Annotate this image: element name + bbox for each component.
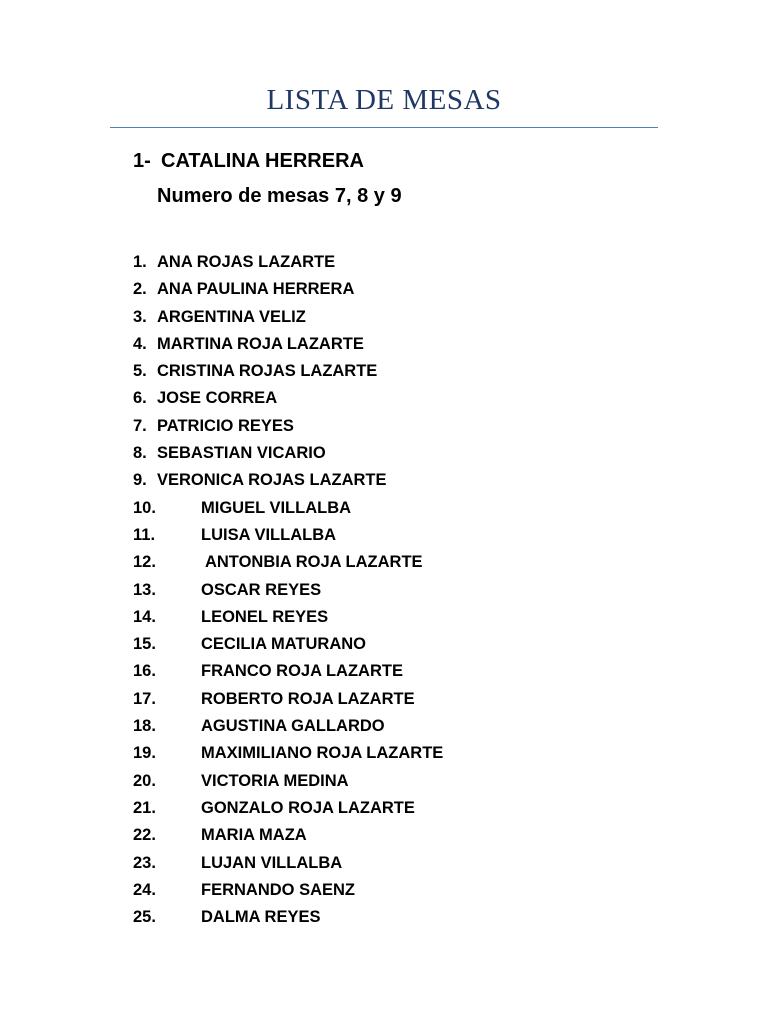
list-item-number: 24. (133, 880, 156, 899)
list-item-number: 6. (133, 389, 147, 408)
list-item (133, 277, 443, 304)
list-item-number: 1. (133, 253, 147, 271)
list-item-name: SEBASTIAN VICARIO (157, 444, 326, 463)
list-item (133, 687, 443, 714)
list-item (133, 769, 443, 796)
name-list (133, 250, 443, 932)
list-item (133, 578, 443, 605)
list-item (133, 741, 443, 768)
list-item-number: 10. (133, 498, 156, 517)
list-item-name: CECILIA MATURANO (201, 635, 366, 654)
list-item-number: 19. (133, 744, 156, 763)
list-item-name: LEONEL REYES (201, 607, 329, 626)
section-name: CATALINA HERRERA (161, 150, 364, 172)
list-item (133, 905, 443, 932)
list-item (133, 714, 443, 741)
list-item-name: ANTONBIA ROJA LAZARTE (201, 553, 423, 572)
list-item-name: ROBERTO ROJA LAZARTE (201, 689, 415, 708)
list-item (133, 823, 443, 850)
list-item-name: MARIA MAZA (201, 826, 307, 845)
title-divider (110, 127, 658, 128)
list-item-number: 11. (133, 525, 156, 544)
list-item-number: 16. (133, 662, 156, 681)
list-item-name: FERNANDO SAENZ (201, 880, 356, 899)
list-item-number: 7. (133, 416, 147, 435)
list-item-name: CRISTINA ROJAS LAZARTE (157, 362, 378, 381)
list-item-name: MAXIMILIANO ROJA LAZARTE (201, 744, 444, 763)
list-item-name: OSCAR REYES (201, 580, 322, 599)
list-item-name: MIGUEL VILLALBA (201, 498, 352, 517)
list-item (133, 359, 443, 386)
list-item-name: DALMA REYES (201, 908, 321, 927)
list-item-number: 15. (133, 635, 156, 654)
list-item-name: GONZALO ROJA LAZARTE (201, 798, 415, 817)
list-item-name: ANA ROJAS LAZARTE (157, 253, 336, 271)
list-item (133, 386, 443, 413)
list-item-number: 2. (133, 280, 147, 299)
list-item (133, 414, 443, 441)
list-item-number: 9. (133, 471, 147, 490)
list-item-name: VERONICA ROJAS LAZARTE (157, 471, 387, 490)
list-item-name: VICTORIA MEDINA (201, 771, 349, 790)
list-item-number: 18. (133, 717, 156, 736)
list-item-number: 3. (133, 307, 147, 326)
list-item (133, 332, 443, 359)
list-item-number: 14. (133, 607, 156, 626)
list-item-name: AGUSTINA GALLARDO (201, 717, 385, 736)
list-item-name: LUJAN VILLALBA (201, 853, 343, 872)
list-item-number: 20. (133, 771, 156, 790)
section-subheading: Numero de mesas 7, 8 y 9 (157, 185, 402, 207)
list-item (133, 468, 443, 495)
page-title: LISTA DE MESAS (266, 84, 502, 116)
list-item-name: JOSE CORREA (157, 389, 278, 408)
section-heading (133, 150, 364, 173)
list-item-number: 22. (133, 826, 156, 845)
list-item (133, 441, 443, 468)
list-item (133, 496, 443, 523)
list-item (133, 250, 443, 277)
list-item-number: 13. (133, 580, 156, 599)
list-item (133, 796, 443, 823)
section-number: 1- (133, 150, 151, 172)
list-item-name: ARGENTINA VELIZ (157, 307, 306, 326)
list-item-name: MARTINA ROJA LAZARTE (157, 334, 364, 353)
list-item (133, 523, 443, 550)
list-item-name: ANA PAULINA HERRERA (157, 280, 355, 299)
list-item (133, 878, 443, 905)
list-item-number: 17. (133, 689, 156, 708)
list-item (133, 632, 443, 659)
list-item-name: PATRICIO REYES (157, 416, 294, 435)
list-item-number: 4. (133, 334, 147, 353)
list-item (133, 550, 443, 577)
list-item (133, 305, 443, 332)
list-item (133, 659, 443, 686)
list-item-name: FRANCO ROJA LAZARTE (201, 662, 403, 681)
list-item-number: 8. (133, 444, 147, 463)
list-item (133, 851, 443, 878)
list-item-number: 23. (133, 853, 156, 872)
list-item-name: LUISA VILLALBA (201, 525, 337, 544)
list-item-number: 5. (133, 362, 147, 381)
list-item-number: 12. (133, 553, 156, 572)
list-item-number: 21. (133, 798, 156, 817)
list-item (133, 605, 443, 632)
list-item-number: 25. (133, 908, 156, 927)
